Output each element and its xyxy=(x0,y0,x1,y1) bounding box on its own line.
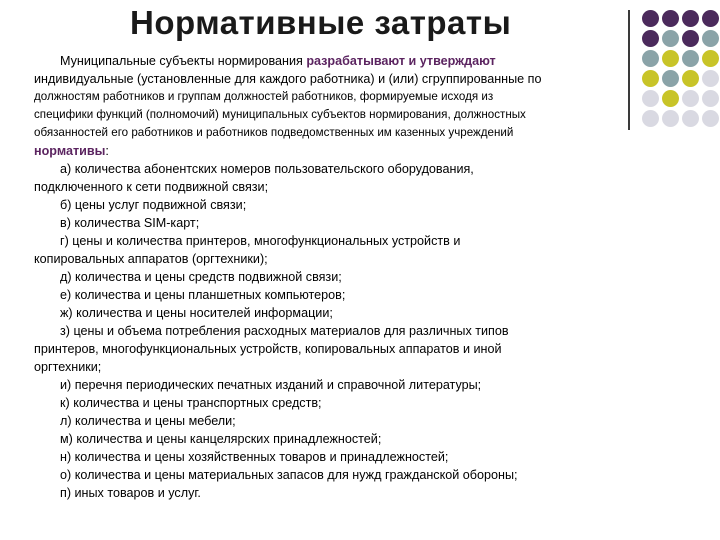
decorative-dot xyxy=(662,50,679,67)
decorative-dot xyxy=(662,70,679,87)
intro-text: : xyxy=(105,144,109,158)
list-item: копировальных аппаратов (оргтехники); xyxy=(34,252,268,266)
intro-line-2: индивидуальные (установленные для каждого работника) и (или) сгруппированные по xyxy=(34,72,542,86)
list-item: г) цены и количества принтеров, многофункциональных устройств и xyxy=(60,234,461,248)
decorative-dot xyxy=(662,30,679,47)
list-item: н) количества и цены хозяйственных товаров и принадлежностей; xyxy=(60,450,449,464)
list-item: ж) количества и цены носителей информации; xyxy=(60,306,333,320)
list-item: подключенного к сети подвижной связи; xyxy=(34,180,269,194)
decorative-dot xyxy=(662,10,679,27)
list-item: принтеров, многофункциональных устройств, копировальных аппаратов и иной xyxy=(34,342,502,356)
list-item: з) цены и объема потребления расходных материалов для различных типов xyxy=(60,324,509,338)
decorative-dot-grid xyxy=(642,10,719,127)
intro-text: Муниципальные субъекты нормирования xyxy=(60,54,307,68)
list-item: оргтехники; xyxy=(34,360,102,374)
decorative-dot xyxy=(662,90,679,107)
list-item: в) количества SIM-карт; xyxy=(60,216,200,230)
decorative-dot xyxy=(682,90,699,107)
decorative-dot xyxy=(662,110,679,127)
list-item: о) количества и цены материальных запасов для нужд гражданской обороны; xyxy=(60,468,518,482)
decorative-dot xyxy=(682,50,699,67)
intro-line-3: должностям работников и группам должностей работников, формируемые исходя из xyxy=(34,90,494,103)
list-item: д) количества и цены средств подвижной связи; xyxy=(60,270,342,284)
list-item: л) количества и цены мебели; xyxy=(60,414,236,428)
decorative-dot xyxy=(702,110,719,127)
decorative-dot xyxy=(642,90,659,107)
decorative-dot xyxy=(682,110,699,127)
decorative-dot xyxy=(702,70,719,87)
highlight-text: нормативы xyxy=(34,144,106,158)
decorative-dot xyxy=(702,90,719,107)
decorative-dot xyxy=(682,70,699,87)
norm-list xyxy=(34,160,634,502)
intro-line-4: специфики функций (полномочий) муниципальных субъектов нормирования, должностных xyxy=(34,108,526,121)
intro-line-5: обязанностей его работников и работников подведомственных им казенных учреждений xyxy=(34,126,514,139)
decorative-dot xyxy=(702,30,719,47)
list-item: п) иных товаров и услуг. xyxy=(60,486,201,500)
decorative-dot xyxy=(642,50,659,67)
page-title: Нормативные затраты xyxy=(130,4,512,41)
document-body xyxy=(34,52,634,502)
decorative-dot xyxy=(682,30,699,47)
list-item: а) количества абонентских номеров пользовательского оборудования, xyxy=(60,162,474,176)
list-item: м) количества и цены канцелярских принадлежностей; xyxy=(60,432,382,446)
decorative-dot xyxy=(642,10,659,27)
intro-line-1 xyxy=(34,52,634,70)
decorative-dot xyxy=(682,10,699,27)
decorative-dot xyxy=(642,70,659,87)
highlight-text: разрабатывают и утверждают xyxy=(306,54,496,68)
list-item: и) перечня периодических печатных изданий и справочной литературы; xyxy=(60,378,482,392)
decorative-dot xyxy=(642,30,659,47)
decorative-dot xyxy=(702,50,719,67)
list-item: е) количества и цены планшетных компьютеров; xyxy=(60,288,346,302)
list-item: к) количества и цены транспортных средств; xyxy=(60,396,322,410)
list-item: б) цены услуг подвижной связи; xyxy=(60,198,247,212)
decorative-dot xyxy=(642,110,659,127)
intro-line-6 xyxy=(34,142,634,160)
decorative-dot xyxy=(702,10,719,27)
